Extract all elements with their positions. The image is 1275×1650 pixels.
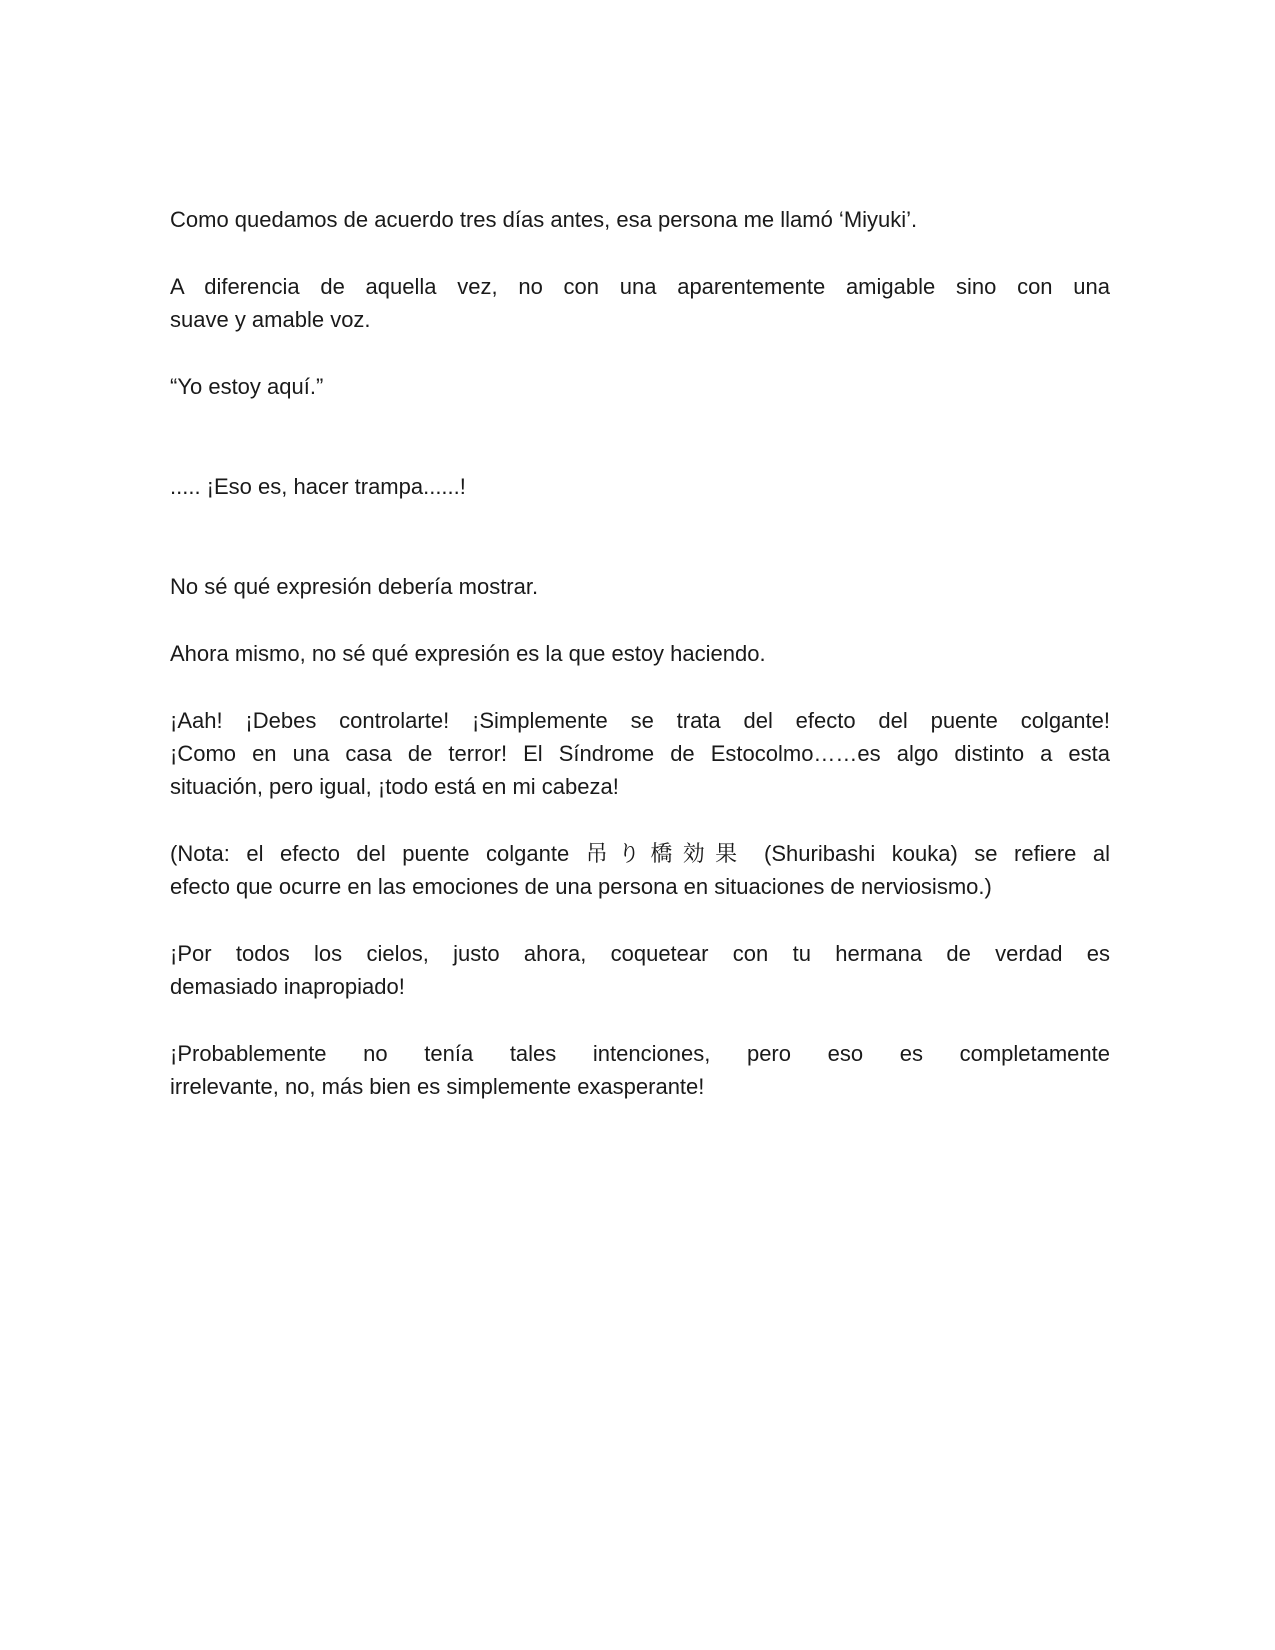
text-line: ¡Como en una casa de terror! El Síndrome de Estocolmo……es algo distinto a esta — [170, 741, 1110, 766]
paragraph-3-quote — [170, 370, 1110, 403]
text-line: efecto que ocurre en las emociones de una persona en situaciones de nerviosismo.) — [170, 874, 992, 899]
text-line: Como quedamos de acuerdo tres días antes, esa persona me llamó ‘Miyuki’. — [170, 207, 918, 232]
text-line: A diferencia de aquella vez, no con una aparentemente amigable sino con una — [170, 274, 1110, 299]
paragraph-2 — [170, 270, 1110, 336]
text-line: “Yo estoy aquí.” — [170, 374, 324, 399]
text-line: ¡Probablemente no tenía tales intenciones, pero eso es completamente — [170, 1041, 1110, 1066]
text-line: No sé qué expresión debería mostrar. — [170, 574, 539, 599]
paragraph-5 — [170, 570, 1110, 603]
text-line: suave y amable voz. — [170, 307, 371, 332]
paragraph-7 — [170, 704, 1110, 803]
text-line: ¡Por todos los cielos, justo ahora, coquetear con tu hermana de verdad es — [170, 941, 1110, 966]
text-line: ..... ¡Eso es, hacer trampa......! — [170, 474, 466, 499]
paragraph-1 — [170, 203, 1110, 236]
text-line: irrelevante, no, más bien es simplemente exasperante! — [170, 1074, 705, 1099]
paragraph-8-translator-note — [170, 837, 1110, 903]
paragraph-9 — [170, 937, 1110, 1003]
text-line: (Nota: el efecto del puente colgante 吊り橋効果 (Shuribashi kouka) se refiere al — [170, 841, 1110, 866]
text-line: demasiado inapropiado! — [170, 974, 405, 999]
paragraph-10 — [170, 1037, 1110, 1103]
paragraph-4 — [170, 470, 1110, 503]
text-line: ¡Aah! ¡Debes controlarte! ¡Simplemente se trata del efecto del puente colgante! — [170, 708, 1110, 733]
text-line: Ahora mismo, no sé qué expresión es la que estoy haciendo. — [170, 641, 766, 666]
text-line: situación, pero igual, ¡todo está en mi cabeza! — [170, 774, 619, 799]
paragraph-6 — [170, 637, 1110, 670]
